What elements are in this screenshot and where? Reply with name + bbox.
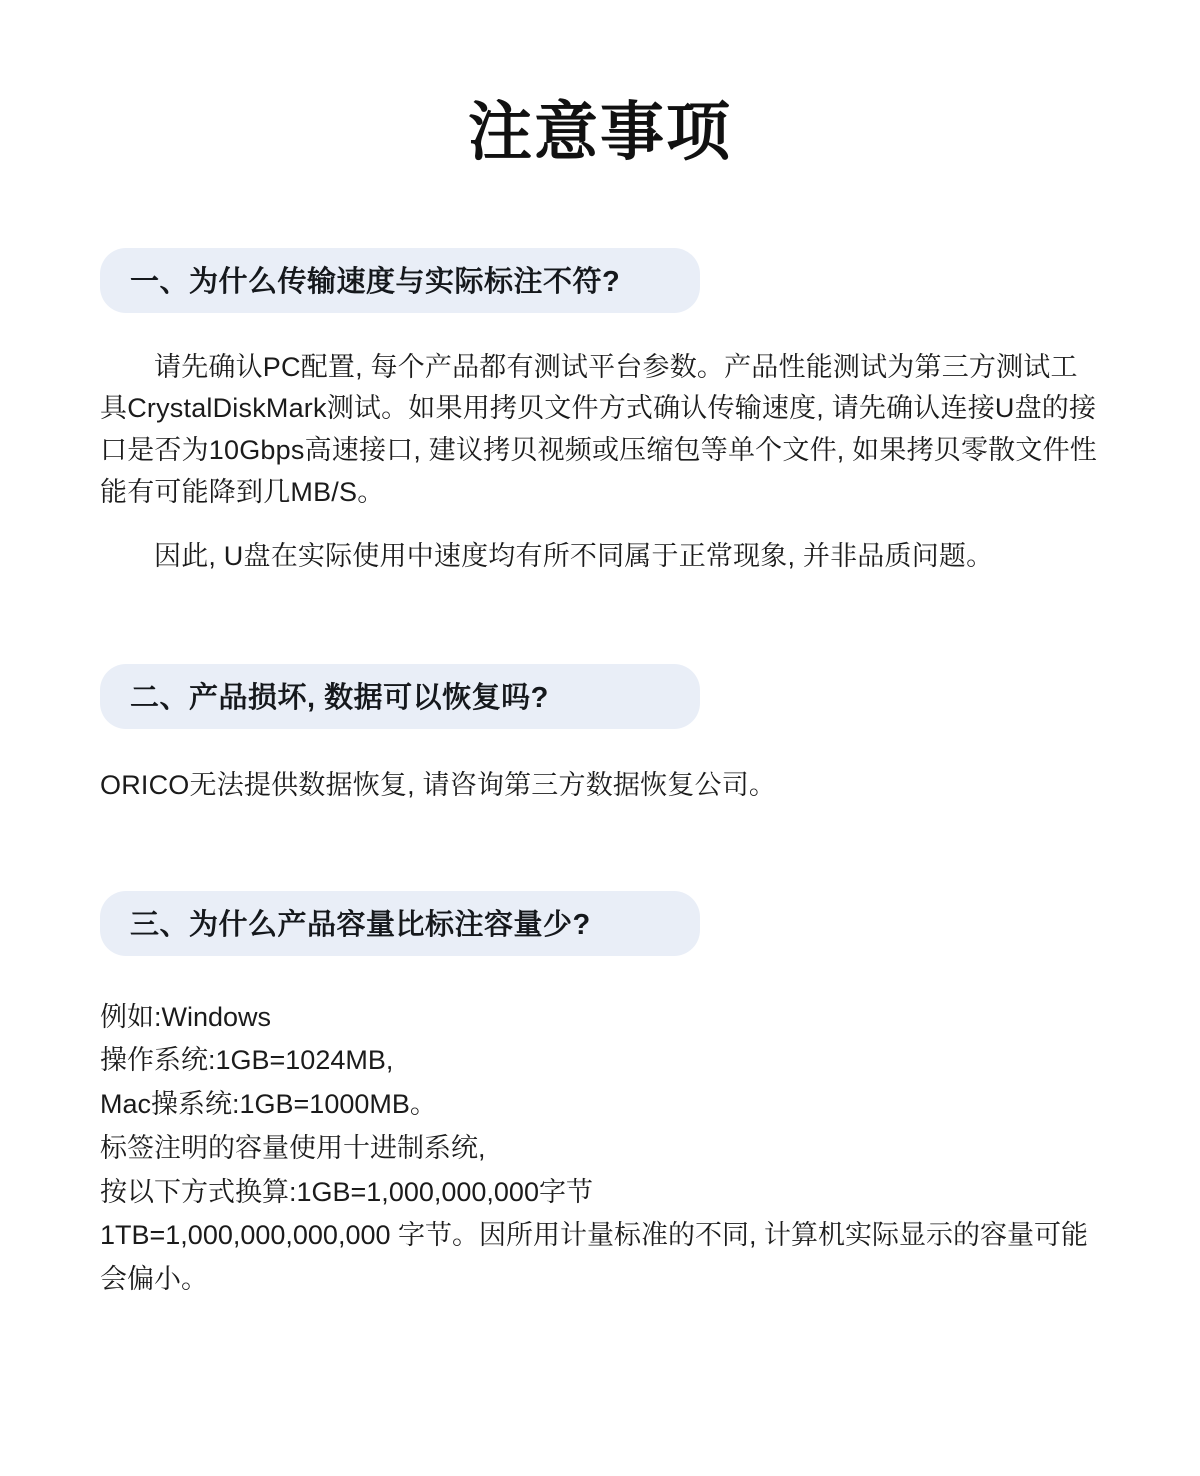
section-2-paragraph-1: ORICO无法提供数据恢复, 请咨询第三方数据恢复公司。: [100, 769, 777, 800]
section-transfer-speed: [0, 248, 1200, 578]
capacity-explanation-list: [100, 996, 1100, 1302]
capacity-line-1: 例如:Windows: [100, 1001, 272, 1032]
capacity-line-6: 1TB=1,000,000,000,000 字节。因所用计量标准的不同, 计算机实际显示的容量可能会偏小。: [100, 1220, 1089, 1295]
capacity-line-3: Mac操系统:1GB=1000MB。: [100, 1089, 437, 1120]
section-1-paragraph-2: 因此, U盘在实际使用中速度均有所不同属于正常现象, 并非品质问题。: [154, 540, 994, 571]
section-heading-3: 三、为什么产品容量比标注容量少?: [100, 891, 700, 956]
section-capacity: [0, 891, 1200, 1302]
capacity-line-4: 标签注明的容量使用十进制系统,: [100, 1132, 486, 1163]
section-heading-1: 一、为什么传输速度与实际标注不符?: [100, 248, 700, 313]
page-title: 注意事项: [468, 96, 732, 168]
section-1-paragraph-1: 请先确认PC配置, 每个产品都有测试平台参数。产品性能测试为第三方测试工具CrystalDiskMark测试。如果用拷贝文件方式确认传输速度, 请先确认连接U盘的接口是否为10Gbps高速接口, 建议拷贝视频或压缩包等单个文件, 如果拷贝零散文件性能有可能降到几MB/S。: [100, 351, 1097, 508]
capacity-line-2: 操作系统:1GB=1024MB,: [100, 1045, 394, 1076]
section-data-recovery: [0, 664, 1200, 807]
capacity-line-5: 按以下方式换算:1GB=1,000,000,000字节: [100, 1176, 593, 1207]
section-heading-2: 二、产品损坏, 数据可以恢复吗?: [100, 664, 700, 729]
